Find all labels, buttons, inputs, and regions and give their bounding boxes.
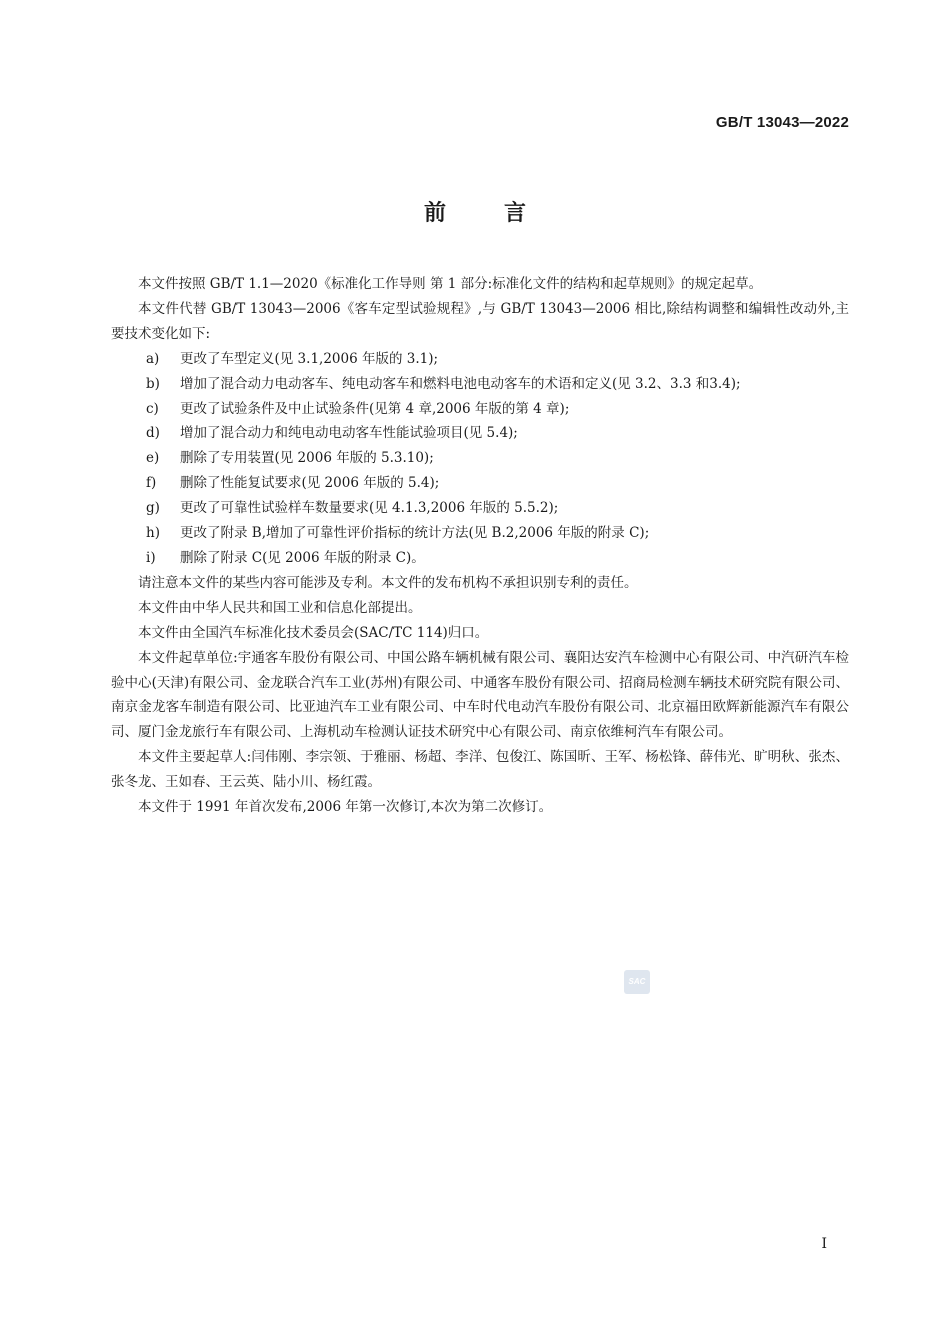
change-item-text: 更改了可靠性试验样车数量要求(见 4.1.3,2006 年版的 5.5.2);	[180, 500, 559, 517]
change-item	[111, 471, 849, 496]
paragraph-history: 本文件于 1991 年首次发布,2006 年第一次修订,本次为第二次修订。	[138, 799, 553, 816]
change-item-text: 删除了专用装置(见 2006 年版的 5.3.10);	[180, 450, 434, 467]
page-title-char-2: 言	[504, 201, 527, 226]
paragraph-replacement: 本文件代替 GB/T 13043—2006《客车定型试验规程》,与 GB/T 13043—2006 相比,除结构调整和编辑性改动外,主要技术变化如下:	[111, 300, 849, 342]
page-title	[0, 196, 950, 227]
change-item	[111, 397, 849, 422]
change-item	[111, 496, 849, 521]
change-item	[111, 521, 849, 546]
change-item-text: 更改了试验条件及中止试验条件(见第 4 章,2006 年版的第 4 章);	[180, 400, 570, 417]
sac-watermark-logo: SAC	[624, 970, 650, 994]
change-item	[111, 347, 849, 372]
change-item-marker: a)	[146, 350, 160, 367]
change-item-text: 删除了性能复试要求(见 2006 年版的 5.4);	[180, 475, 440, 492]
foreword-body	[111, 272, 849, 820]
change-item-marker: c)	[146, 400, 159, 417]
paragraph-drafting-rules: 本文件按照 GB/T 1.1—2020《标准化工作导则 第 1 部分:标准化文件的结构和起草规则》的规定起草。	[138, 276, 763, 292]
change-item-text: 增加了混合动力和纯电动电动客车性能试验项目(见 5.4);	[180, 425, 518, 442]
paragraph-technical-committee: 本文件由全国汽车标准化技术委员会(SAC/TC 114)归口。	[138, 624, 489, 641]
change-item-marker: d)	[146, 425, 160, 442]
change-item-marker: h)	[146, 525, 160, 542]
page-title-char-1: 前	[423, 201, 446, 226]
change-item	[111, 372, 849, 397]
change-item-marker: f)	[146, 475, 157, 492]
change-item-text: 增加了混合动力电动客车、纯电动客车和燃料电池电动客车的术语和定义(见 3.2、3.3 和3.4);	[180, 375, 741, 392]
standard-code: GB/T 13043—2022	[715, 114, 849, 131]
change-item-text: 更改了附录 B,增加了可靠性评价指标的统计方法(见 B.2,2006 年版的附录 C);	[180, 525, 650, 542]
paragraph-drafting-units: 本文件起草单位:宇通客车股份有限公司、中国公路车辆机械有限公司、襄阳达安汽车检测中心有限公司、中汽研汽车检验中心(天津)有限公司、金龙联合汽车工业(苏州)有限公司、中通客车股份有限公司、招商局检测车辆技术研究院有限公司、南京金龙客车制造有限公司、比亚迪汽车工业有限公司、中车时代电动汽车股份有限公司、北京福田欧辉新能源汽车有限公司、厦门金龙旅行车有限公司、上海机动车检测认证技术研究中心有限公司、南京依维柯汽车有限公司。	[111, 649, 849, 741]
paragraph-proposer: 本文件由中华人民共和国工业和信息化部提出。	[138, 599, 422, 616]
change-item-marker: g)	[146, 500, 160, 517]
page-number: I	[821, 1236, 827, 1252]
change-item-marker: b)	[146, 375, 160, 392]
change-item-text: 删除了附录 C(见 2006 年版的附录 C)。	[180, 549, 425, 566]
paragraph-drafters: 本文件主要起草人:闫伟刚、李宗领、于雅丽、杨超、李洋、包俊江、陈国昕、王军、杨松锋、薛伟光、旷明秋、张杰、张冬龙、王如春、王云英、陆小川、杨红霞。	[111, 749, 849, 791]
change-item	[111, 546, 849, 571]
change-item-text: 更改了车型定义(见 3.1,2006 年版的 3.1);	[180, 350, 439, 367]
change-item-marker: i)	[146, 549, 156, 566]
change-item-marker: e)	[146, 450, 160, 467]
change-item	[111, 421, 849, 446]
change-item	[111, 446, 849, 471]
paragraph-patent-notice: 请注意本文件的某些内容可能涉及专利。本文件的发布机构不承担识别专利的责任。	[138, 574, 638, 591]
